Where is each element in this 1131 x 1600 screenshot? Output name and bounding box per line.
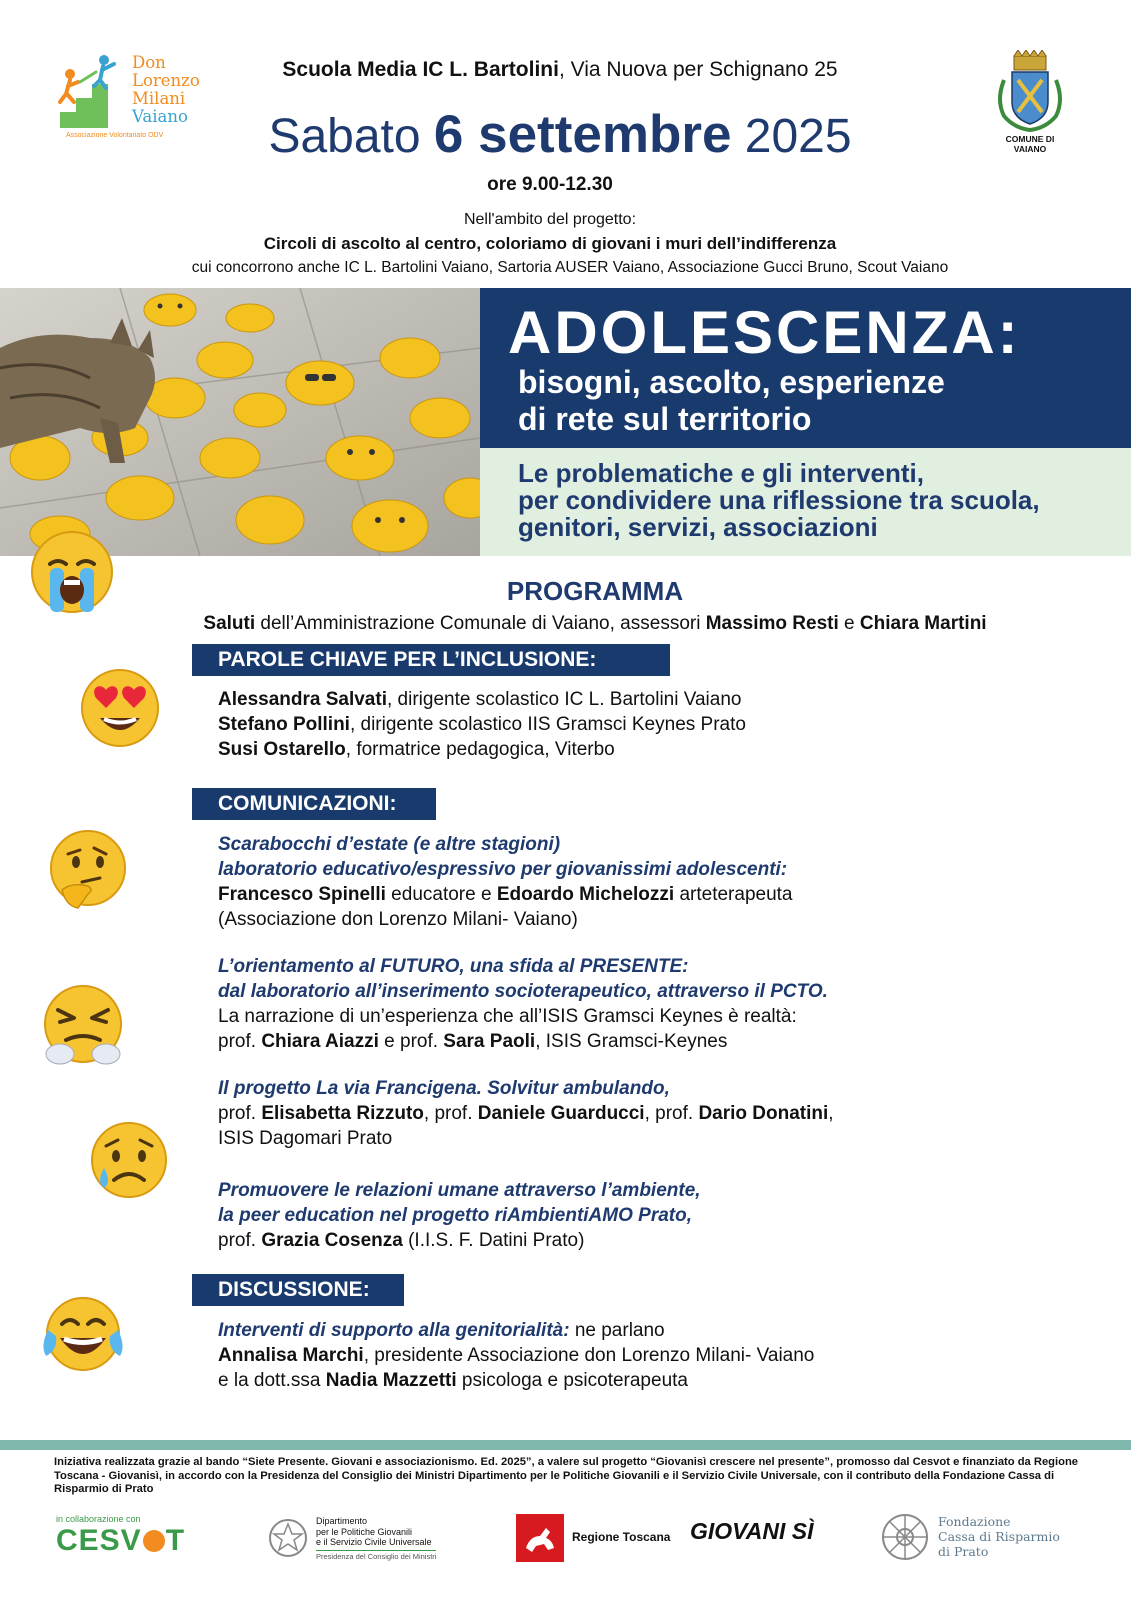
project-intro: Nell'ambito del progetto: (463, 211, 637, 228)
communication-title: Scarabocchi d’estate (e altre stagioni) (218, 834, 561, 855)
funding-statement: Iniziativa realizzata grazie al bando “Siete Presente. Giovani e associazionismo. Ed. 2025”, a valere sul progetto “Giovanisì crescere nel presente”, promosso dal Cesvot e finanziato da Regione Toscana - Giovanisì, in accordo con la Presidenza del Consiglio dei Ministri Dipartimento per le Politiche Giovanili e il Servizio Civile Universale, con il contributo della Fondazione Cassa di Risparmio di Prato (54, 1456, 1079, 1495)
discussion-topic: Interventi di supporto alla genitorialità: (218, 1320, 570, 1341)
communication-title: laboratorio educativo/espressivo per giovanissimi adolescenti: (218, 859, 788, 880)
speaker-title: prof. (218, 1230, 262, 1251)
cesvot-wordmark (56, 1524, 206, 1558)
comune-label-line: COMUNE DI (1005, 134, 1055, 144)
thinking-face-icon (48, 828, 128, 912)
comune-label-line: VAIANO (1013, 144, 1047, 154)
speaker-name: Grazia Cosenza (261, 1230, 403, 1251)
hero-description-line: Le problematiche e gli interventi, (518, 458, 924, 488)
section-heading-discussion: DISCUSSIONE: (192, 1274, 404, 1306)
cesvot-wordmark-part: CESV (56, 1524, 142, 1557)
hero-subtitle (518, 364, 945, 438)
speaker-role: , dirigente scolastico IC L. Bartolini Vaiano (386, 689, 742, 710)
speaker-name: Alessandra Salvati (218, 689, 387, 710)
hero-description-panel (480, 448, 1131, 556)
fondazione-logo (880, 1510, 1080, 1568)
hero-title-panel (480, 288, 1131, 448)
event-date (210, 104, 910, 165)
logo-line: Don (132, 53, 166, 72)
speaker-role: , presidente Associazione don Lorenzo Milani- Vaiano (363, 1345, 815, 1366)
keywords-speakers (218, 687, 1018, 762)
speaker-name: Chiara Aiazzi (261, 1031, 379, 1052)
speaker-name: Massimo Resti (705, 613, 839, 634)
speaker-role: psicologa e psicoterapeuta (456, 1370, 688, 1391)
speaker-title: , prof. (644, 1103, 699, 1124)
hero-description (518, 460, 1040, 541)
speaker-row (218, 737, 1018, 762)
greetings-label: Saluti (203, 613, 256, 634)
comune-label (990, 134, 1070, 154)
speaker-title: e la dott.ssa (218, 1370, 326, 1391)
italian-emblem-icon (268, 1516, 308, 1560)
association-subtitle: Associazione Volontariato ODV (66, 132, 164, 139)
communication-speakers (218, 1101, 1098, 1126)
speaker-name: Chiara Martini (859, 613, 987, 634)
greetings-line (120, 613, 1070, 635)
rosette-icon (880, 1512, 930, 1562)
comune-crest (990, 50, 1080, 160)
coat-of-arms-icon (990, 50, 1070, 134)
speaker-name: Susi Ostarello (218, 739, 346, 760)
speaker-name: Francesco Spinelli (218, 884, 386, 905)
speaker-role: , formatrice pedagogica, Viterbo (345, 739, 615, 760)
greetings-text: e (838, 613, 860, 634)
speaker-name: Sara Paoli (443, 1031, 536, 1052)
speaker-title: prof. (218, 1031, 262, 1052)
greetings-text: dell’Amministrazione Comunale di Vaiano, assessori (255, 613, 706, 634)
tears-of-joy-face-icon (38, 1294, 128, 1374)
logo-line: Vaiano (132, 107, 188, 126)
speaker-role: educatore e (385, 884, 497, 905)
steam-nose-face-icon (40, 982, 126, 1068)
association-name (132, 54, 200, 126)
cat-emoji-photo-icon (0, 288, 480, 556)
communication-title: Promuovere le relazioni umane attraverso l’ambiente, (218, 1180, 701, 1201)
hero-title: ADOLESCENZA: (508, 299, 1021, 366)
section-heading-keywords: PAROLE CHIAVE PER L’INCLUSIONE: (192, 644, 670, 676)
pegasus-icon (516, 1514, 564, 1562)
project-partners: cui concorrono anche IC L. Bartolini Vaiano, Sartoria AUSER Vaiano, Associazione Gucci Bruno, Scout Vaiano (191, 259, 949, 276)
loudly-crying-face-icon (28, 528, 116, 616)
discussion-speaker (218, 1343, 1098, 1368)
stairs-people-icon (56, 52, 132, 130)
cesvot-wordmark-part: T (165, 1524, 186, 1557)
heart-eyes-face-icon (78, 666, 162, 750)
communication-title: L’orientamento al FUTURO, una sfida al PRESENTE: (218, 956, 689, 977)
date-weekday: Sabato (268, 110, 434, 163)
dipartimento-line: Presidenza del Consiglio dei Ministri (316, 1551, 437, 1561)
regione-toscana-logo (516, 1514, 686, 1566)
speaker-name: Nadia Mazzetti (325, 1370, 457, 1391)
giovanisi-logo: GIOVANI SÌ (690, 1518, 814, 1544)
dipartimento-line: per le Politiche Giovanili (316, 1526, 413, 1537)
communication-4 (218, 1178, 1098, 1253)
hero-description-line: genitori, servizi, associazioni (518, 512, 878, 542)
discussion-text: ne parlano (569, 1320, 665, 1341)
cesvot-logo (56, 1514, 206, 1570)
dipartimento-line: Dipartimento (316, 1516, 368, 1526)
communication-2 (218, 954, 1098, 1054)
speaker-name: Elisabetta Rizzuto (261, 1103, 424, 1124)
separator: , (828, 1103, 834, 1124)
speaker-name: Daniele Guarducci (477, 1103, 645, 1124)
footer-divider (0, 1440, 1131, 1450)
event-time: ore 9.00-12.30 (487, 174, 613, 195)
speaker-title: , prof. (423, 1103, 478, 1124)
communication-title: dal laboratorio all’inserimento socioterapeutico, attraverso il PCTO. (218, 981, 828, 1002)
fondazione-line: Cassa di Risparmio (938, 1529, 1060, 1544)
logo-line: Milani (132, 89, 186, 108)
communication-description: La narrazione di un’esperienza che all’ISIS Gramsci Keynes è realtà: (218, 1006, 797, 1027)
communication-1 (218, 832, 1098, 932)
association-logo (56, 52, 211, 142)
project-title: Circoli di ascolto al centro, coloriamo di giovani i muri dell’indifferenza (263, 234, 837, 253)
hero-description-line: per condividere una riflessione tra scuola, (518, 485, 1040, 515)
sun-icon (143, 1530, 165, 1552)
communication-3 (218, 1076, 1098, 1151)
speaker-role: , dirigente scolastico IIS Gramsci Keynes Prato (349, 714, 746, 735)
speaker-role: arteterapeuta (674, 884, 793, 905)
venue (240, 58, 880, 82)
cesvot-caption: in collaborazione con (56, 1514, 141, 1524)
speaker-title: prof. (218, 1103, 262, 1124)
dipartimento-text (316, 1516, 436, 1562)
regione-label: Regione Toscana (572, 1530, 671, 1544)
logo-line: Lorenzo (132, 71, 200, 90)
speaker-name: Annalisa Marchi (218, 1345, 364, 1366)
dipartimento-logo (268, 1514, 458, 1570)
date-year: 2025 (731, 110, 852, 163)
discussion-block (218, 1318, 1098, 1393)
speaker-affiliation: , ISIS Gramsci-Keynes (535, 1031, 728, 1052)
dipartimento-line: e il Servizio Civile Universale (316, 1537, 432, 1547)
speaker-row (218, 687, 1018, 712)
discussion-title (218, 1318, 1098, 1343)
date-day-month: 6 settembre (433, 105, 732, 164)
section-heading-communications: COMUNICAZIONI: (192, 788, 436, 820)
speaker-name: Edoardo Michelozzi (496, 884, 675, 905)
crying-face-icon (88, 1120, 170, 1202)
hero-photo-cat-emoji (0, 288, 480, 556)
fondazione-text (938, 1514, 1060, 1559)
communication-speakers (218, 882, 1098, 907)
venue-address: , Via Nuova per Schignano 25 (558, 58, 838, 81)
speaker-affiliation: ISIS Dagomari Prato (218, 1128, 393, 1149)
communication-speakers (218, 1228, 1098, 1253)
venue-name: Scuola Media IC L. Bartolini (282, 58, 559, 81)
discussion-speaker (218, 1368, 1098, 1393)
hero-subtitle-line: di rete sul territorio (518, 401, 812, 437)
speaker-row (218, 712, 1018, 737)
communication-title: Il progetto La via Francigena. Solvitur ambulando, (218, 1078, 670, 1099)
speaker-name: Stefano Pollini (218, 714, 350, 735)
fondazione-line: di Prato (938, 1544, 989, 1559)
programme-title: PROGRAMMA (506, 576, 684, 606)
communication-speakers (218, 1029, 1098, 1054)
speaker-affiliation: (Associazione don Lorenzo Milani- Vaiano) (218, 909, 578, 930)
speaker-name: Dario Donatini (698, 1103, 829, 1124)
speaker-affiliation: (I.I.S. F. Datini Prato) (402, 1230, 585, 1251)
fondazione-line: Fondazione (938, 1514, 1011, 1529)
speaker-title: e prof. (378, 1031, 444, 1052)
communication-title: la peer education nel progetto riAmbientiAMO Prato, (218, 1205, 692, 1226)
hero-subtitle-line: bisogni, ascolto, esperienze (518, 364, 945, 400)
